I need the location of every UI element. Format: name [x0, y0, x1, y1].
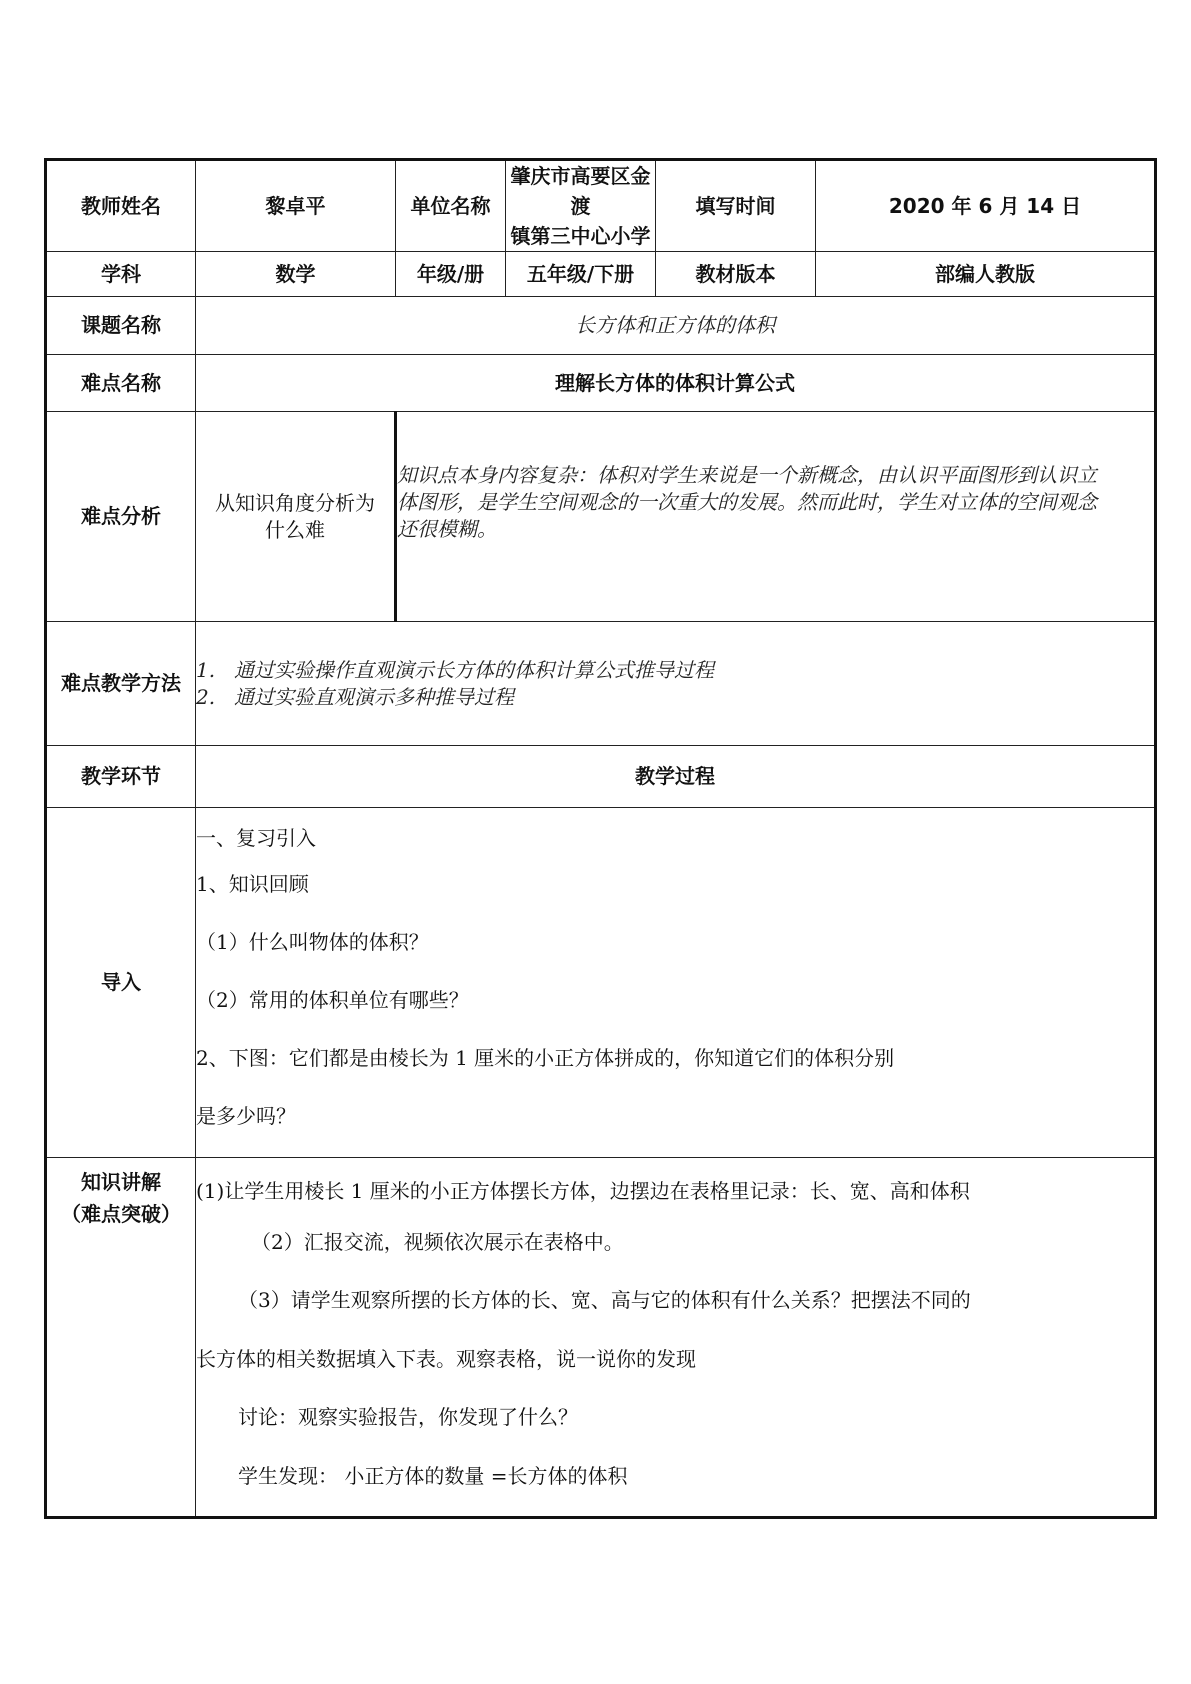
teacher-label: 教师姓名 [46, 160, 196, 252]
analysis-sub-label-line2: 什么难 [265, 517, 325, 542]
date-value: 2020 年 6 月 14 日 [816, 160, 1156, 252]
method-item: 1. 通过实验操作直观演示长方体的体积计算公式推导过程 [196, 657, 714, 682]
methods-list [196, 622, 1156, 746]
intro-line: 1、知识回顾 [196, 871, 309, 896]
header-row-1 [46, 160, 1156, 252]
explain-line: 学生发现： 小正方体的数量 =长方体的体积 [238, 1463, 628, 1488]
topic-row [46, 297, 1156, 355]
unit-name [506, 160, 656, 252]
analysis-text [396, 412, 1156, 622]
analysis-label: 难点分析 [46, 412, 196, 622]
methods-row [46, 622, 1156, 746]
explain-content [196, 1158, 1156, 1518]
explain-label [46, 1158, 196, 1518]
unit-name-line2: 镇第三中心小学 [510, 224, 651, 248]
lesson-plan-table [44, 158, 1157, 1519]
methods-label: 难点教学方法 [46, 622, 196, 746]
analysis-sub-label-line1: 从知识角度分析为 [215, 490, 375, 515]
difficulty-label: 难点名称 [46, 355, 196, 412]
analysis-text-line3: 还很模糊。 [397, 517, 497, 541]
explain-row [46, 1158, 1156, 1518]
method-item: 2. 通过实验直观演示多种推导过程 [196, 684, 514, 709]
difficulty-row [46, 355, 1156, 412]
explain-line: （3）请学生观察所摆的长方体的长、宽、高与它的体积有什么关系？把摆法不同的 [238, 1288, 971, 1313]
process-title: 教学过程 [196, 746, 1156, 808]
unit-label: 单位名称 [396, 160, 506, 252]
subject-value: 数学 [196, 252, 396, 297]
intro-content [196, 808, 1156, 1158]
explain-line: （2）汇报交流，视频依次展示在表格中。 [251, 1229, 624, 1254]
intro-line: 2、下图：它们都是由棱长为 1 厘米的小正方体拼成的，你知道它们的体积分别 [196, 1045, 895, 1070]
process-header-row [46, 746, 1156, 808]
topic-value: 长方体和正方体的体积 [196, 297, 1156, 355]
explain-label-line1: 知识讲解 [81, 1170, 161, 1194]
intro-line: （1）什么叫物体的体积？ [196, 929, 429, 954]
intro-row [46, 808, 1156, 1158]
unit-name-line1: 肇庆市高要区金渡 [510, 164, 651, 218]
header-row-2 [46, 252, 1156, 297]
edition-value: 部编人教版 [816, 252, 1156, 297]
analysis-text-line2: 体图形，是学生空间观念的一次重大的发展。然而此时，学生对立体的空间观念 [397, 490, 1097, 514]
intro-line: 是多少吗？ [196, 1103, 296, 1128]
explain-line: 讨论：观察实验报告，你发现了什么？ [238, 1405, 578, 1430]
explain-line: 长方体的相关数据填入下表。观察表格，说一说你的发现 [196, 1346, 696, 1371]
grade-label: 年级/册 [396, 252, 506, 297]
topic-label: 课题名称 [46, 297, 196, 355]
intro-label: 导入 [46, 808, 196, 1158]
intro-line: （2）常用的体积单位有哪些？ [196, 987, 469, 1012]
subject-label: 学科 [46, 252, 196, 297]
edition-label: 教材版本 [656, 252, 816, 297]
intro-line: 一、复习引入 [196, 825, 316, 850]
difficulty-value: 理解长方体的体积计算公式 [196, 355, 1156, 412]
date-label: 填写时间 [656, 160, 816, 252]
process-stage-label: 教学环节 [46, 746, 196, 808]
analysis-sub-label [196, 412, 396, 622]
explain-label-line2: （难点突破） [61, 1202, 181, 1226]
grade-value: 五年级/下册 [506, 252, 656, 297]
explain-line: (1)让学生用棱长 1 厘米的小正方体摆长方体，边摆边在表格里记录：长、宽、高和体积 [196, 1178, 970, 1203]
analysis-row [46, 412, 1156, 622]
analysis-text-line1: 知识点本身内容复杂：体积对学生来说是一个新概念，由认识平面图形到认识立 [397, 463, 1097, 487]
teacher-name: 黎卓平 [196, 160, 396, 252]
